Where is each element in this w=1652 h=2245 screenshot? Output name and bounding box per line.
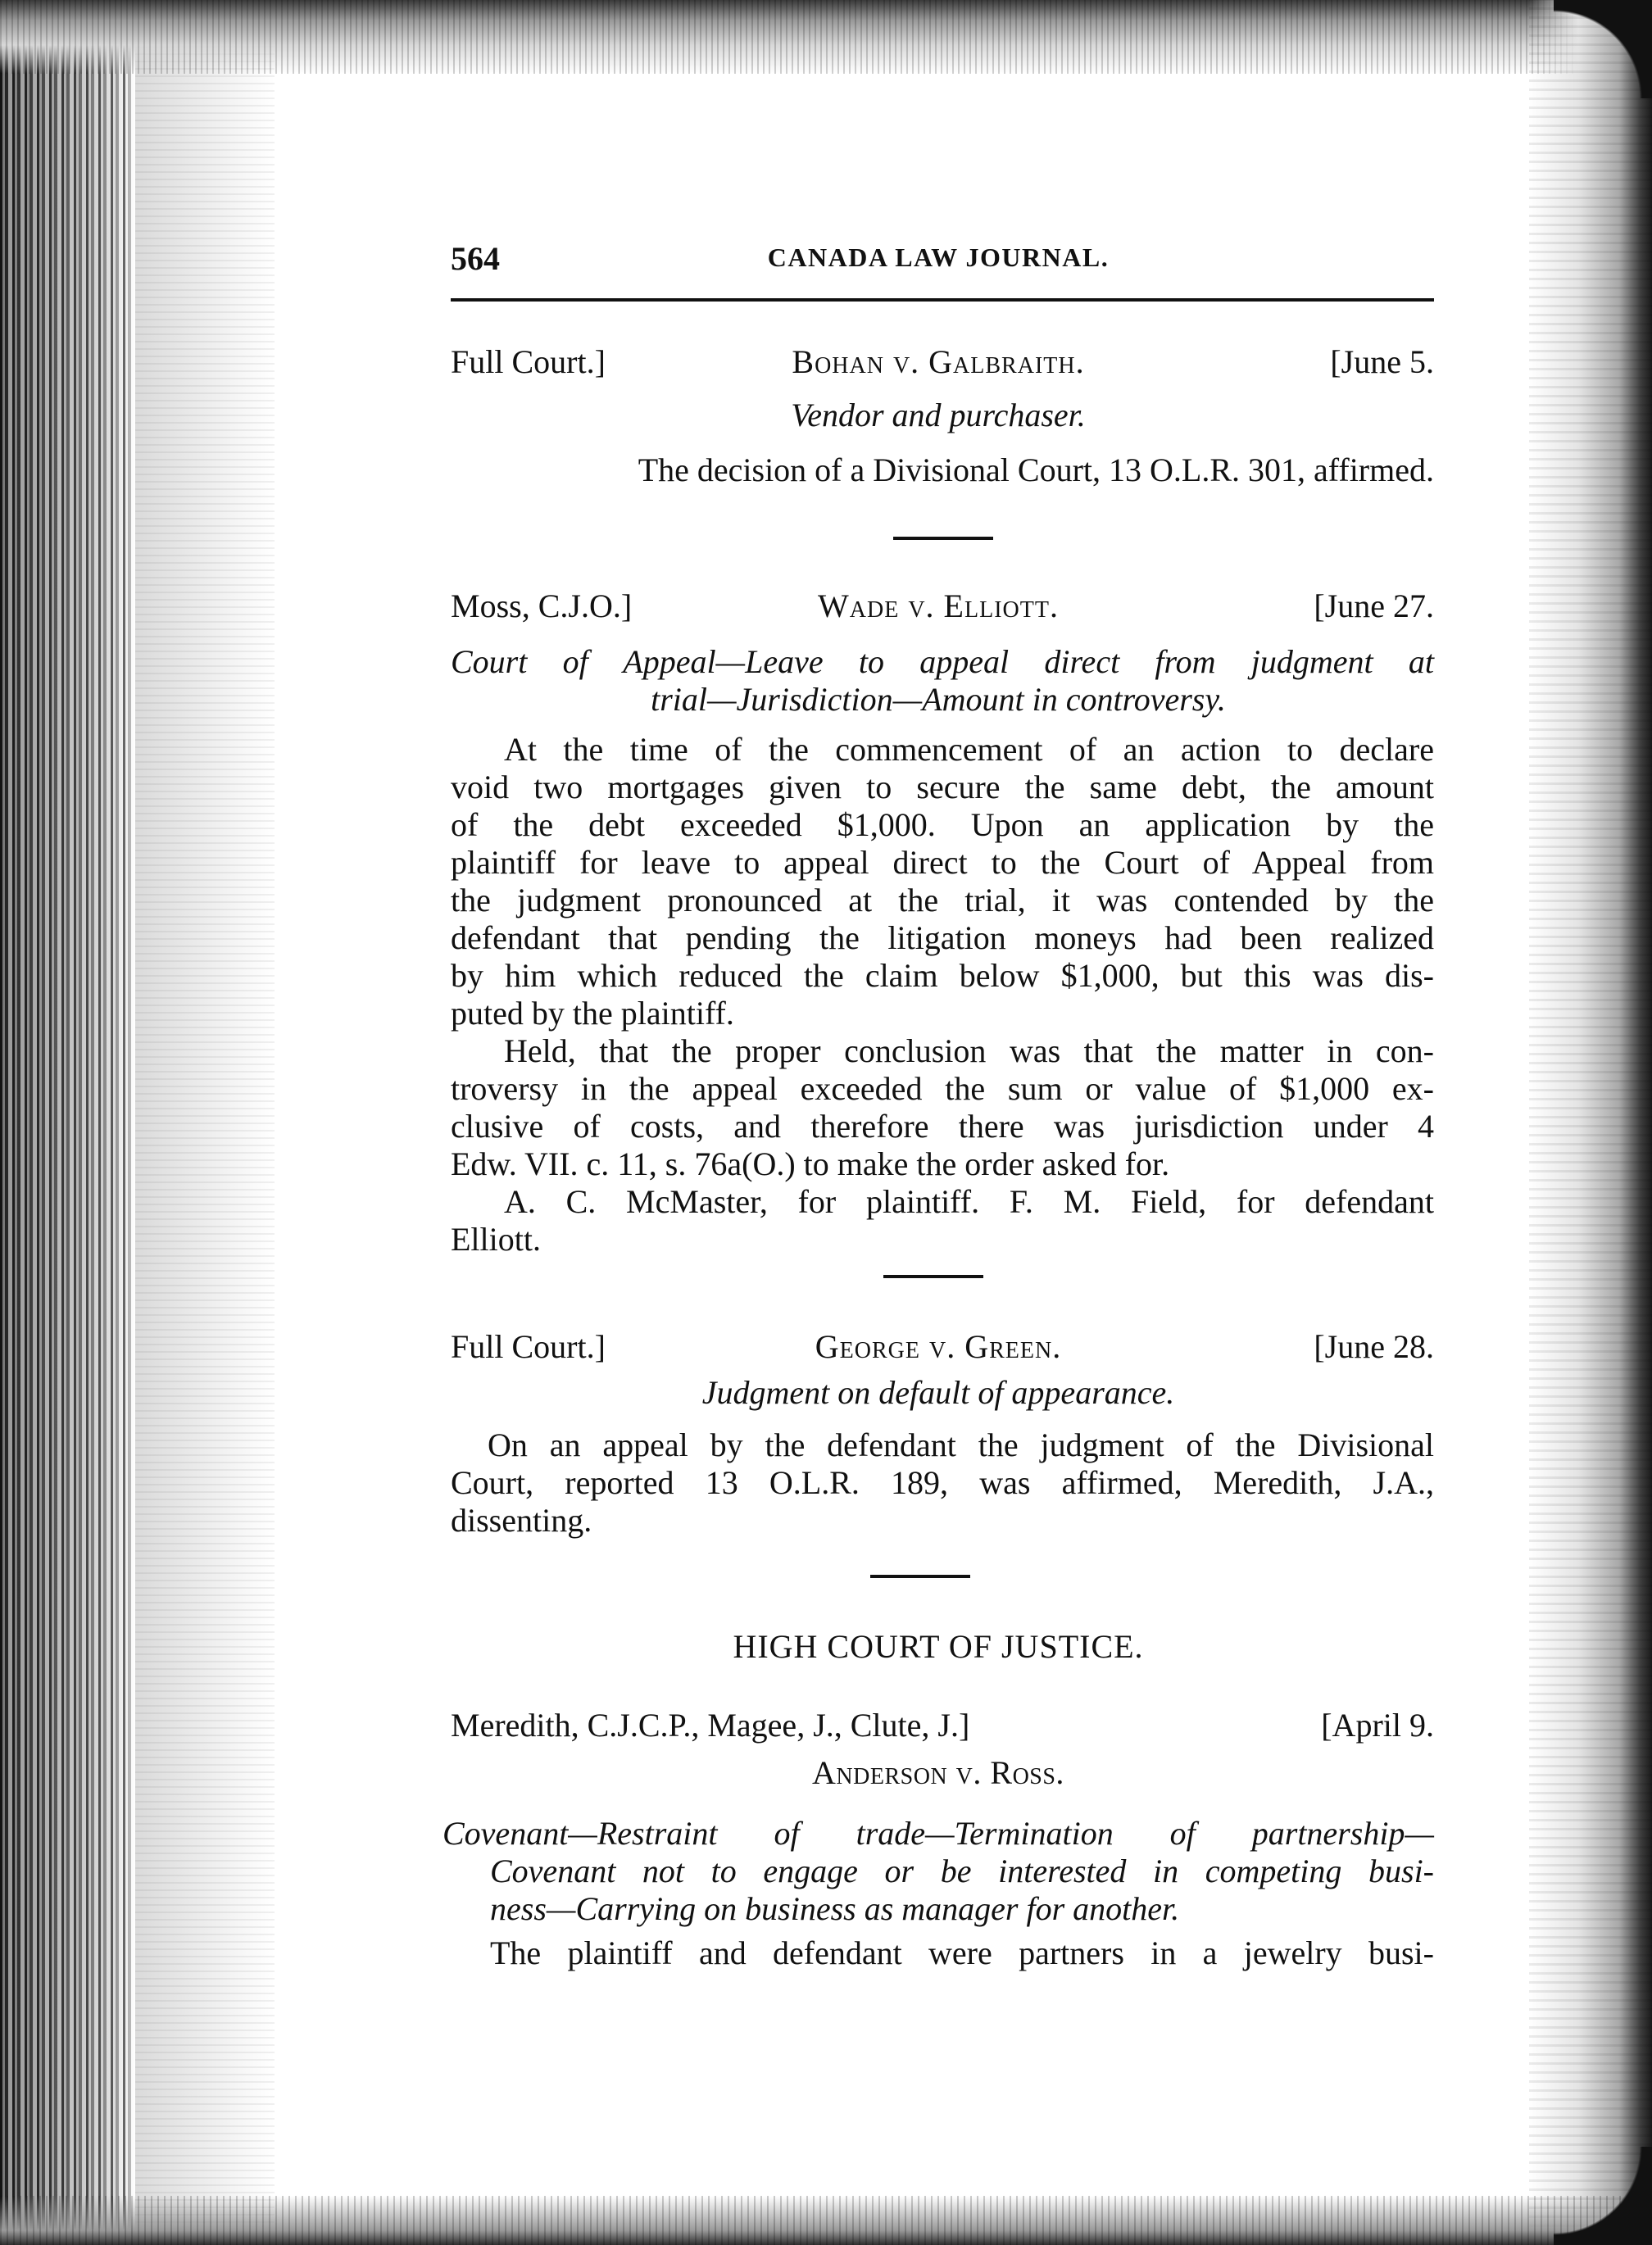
scan-speckle-left	[135, 0, 275, 2245]
case-title: Anderson v. Ross.	[812, 1754, 1064, 1791]
case-title: George v. Green.	[815, 1328, 1062, 1365]
journal-title: CANADA LAW JOURNAL.	[767, 243, 1110, 272]
case-date: [June 28.	[1314, 1328, 1434, 1365]
body-line: the judgment pronounced at the trial, it was contended by the	[451, 882, 1434, 918]
body-line: Court, reported 13 O.L.R. 189, was affirmed, Meredith, J.A.,	[451, 1464, 1434, 1501]
header-rule	[451, 298, 1434, 302]
case-heading	[442, 587, 1434, 628]
body-line: At the time of the commencement of an action to declare	[504, 731, 1434, 768]
case-date: [June 27.	[1314, 587, 1434, 624]
headnote-line: Covenant not to engage or be interested in competing busi-	[490, 1853, 1434, 1889]
body-line: plaintiff for leave to appeal direct to the Court of Appeal from	[451, 844, 1434, 881]
scan-edge-right	[1529, 0, 1652, 2245]
case-heading	[442, 342, 1434, 383]
headnote-line: trial—Jurisdiction—Amount in controversy.	[651, 681, 1226, 718]
body-line: by him which reduced the claim below $1,000, but this was dis-	[451, 957, 1434, 994]
body-line: Held, that the proper conclusion was that the matter in con-	[504, 1032, 1434, 1069]
court-label: Full Court.]	[451, 1328, 606, 1365]
case-heading	[442, 1327, 1434, 1368]
headnote-line: Court of Appeal—Leave to appeal direct from judgment at	[451, 643, 1434, 680]
case-title: Wade v. Elliott.	[818, 587, 1059, 624]
court-label: Moss, C.J.O.]	[451, 587, 633, 624]
section-heading: HIGH COURT OF JUSTICE.	[733, 1628, 1144, 1665]
body-line: The plaintiff and defendant were partners in a jewelry busi-	[490, 1934, 1434, 1971]
court-label: Meredith, C.J.C.P., Magee, J., Clute, J.]	[451, 1707, 970, 1744]
case-subject: Vendor and purchaser.	[791, 397, 1086, 433]
court-label: Full Court.]	[451, 343, 606, 380]
page-corner-top-right	[1554, 0, 1652, 98]
case-title: Bohan v. Galbraith.	[792, 343, 1085, 380]
running-head	[442, 239, 1434, 280]
scan-edge-left	[0, 0, 135, 2245]
case-subject: Judgment on default of appearance.	[701, 1374, 1175, 1411]
scan-edge-bottom	[0, 2196, 1652, 2245]
separator-rule	[883, 1275, 983, 1278]
body-line: Edw. VII. c. 11, s. 76a(O.) to make the order asked for.	[451, 1145, 1170, 1182]
body-line: troversy in the appeal exceeded the sum or value of $1,000 ex-	[451, 1070, 1434, 1107]
body-line: puted by the plaintiff.	[451, 995, 734, 1032]
case-date: [June 5.	[1330, 343, 1434, 380]
scan-edge-top	[0, 0, 1652, 74]
case-heading	[442, 1706, 1434, 1747]
separator-rule	[893, 537, 993, 540]
body-line: dissenting.	[451, 1502, 592, 1539]
body-line: of the debt exceeded $1,000. Upon an application by the	[451, 806, 1434, 843]
body-line: defendant that pending the litigation moneys had been realized	[451, 919, 1434, 956]
case-date: [April 9.	[1321, 1707, 1434, 1744]
page-corner-bottom-right	[1554, 2147, 1652, 2245]
body-line: Elliott.	[451, 1221, 541, 1258]
counsel-line: A. C. McMaster, for plaintiff. F. M. Field, for defendant	[504, 1183, 1434, 1220]
body-line: The decision of a Divisional Court, 13 O.L.R. 301, affirmed.	[638, 451, 1434, 488]
headnote-line: ness—Carrying on business as manager for another.	[490, 1890, 1180, 1927]
body-line: void two mortgages given to secure the same debt, the amount	[451, 769, 1434, 805]
body-line: clusive of costs, and therefore there was jurisdiction under 4	[451, 1108, 1434, 1145]
separator-rule	[870, 1575, 970, 1578]
headnote-line: Covenant—Restraint of trade—Termination of partnership—	[442, 1815, 1434, 1852]
body-line: On an appeal by the defendant the judgment of the Divisional	[488, 1426, 1434, 1463]
page-number: 564	[451, 240, 500, 277]
